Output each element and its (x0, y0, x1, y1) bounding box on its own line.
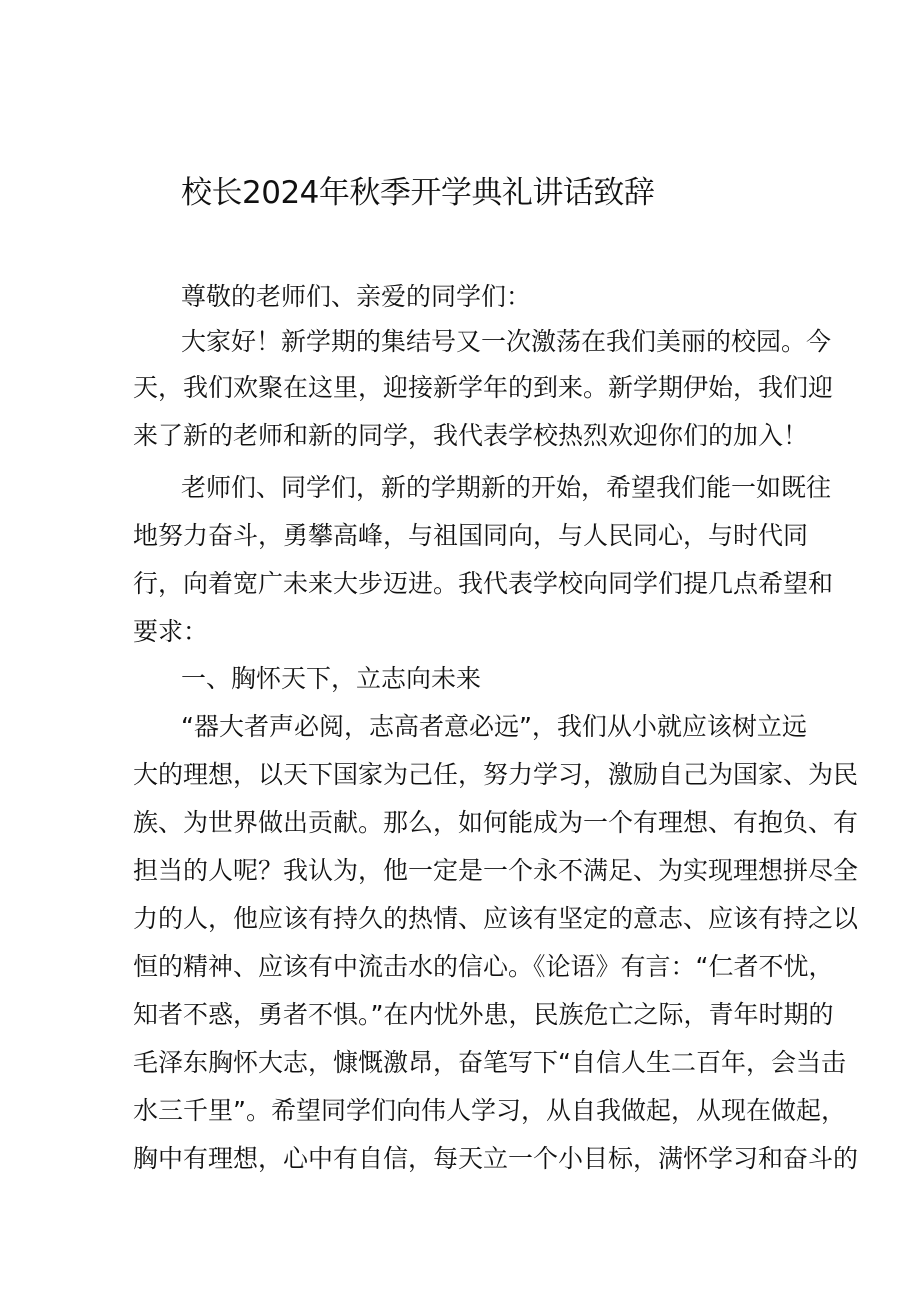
paragraph-line: 老师们、同学们，新的学期新的开始，希望我们能一如既往 (181, 473, 832, 502)
paragraph-line: 力的人，他应该有持久的热情、应该有坚定的意志、应该有持之以 (133, 904, 859, 933)
paragraph-line: 大家好！新学期的集结号又一次激荡在我们美丽的校园。今 (181, 327, 832, 356)
paragraph-line: 要求： (133, 617, 209, 646)
paragraph-line: 知者不惑，勇者不惧。”在内忧外患，民族危亡之际，青年时期的 (133, 1000, 834, 1029)
paragraph-line: “器大者声必阅，志高者意必远”，我们从小就应该树立远 (181, 712, 807, 741)
paragraph-line: 天，我们欢聚在这里，迎接新学年的到来。新学期伊始，我们迎 (133, 373, 834, 402)
paragraph-line: 族、为世界做出贡献。那么，如何能成为一个有理想、有抱负、有 (133, 808, 859, 837)
paragraph-line: 毛泽东胸怀大志，慷慨激昂，奋笔写下“自信人生二百年，会当击 (133, 1048, 846, 1077)
paragraph-line: 来了新的老师和新的同学，我代表学校热烈欢迎你们的加入！ (133, 421, 809, 450)
paragraph-line: 担当的人呢？我认为，他一定是一个永不满足、为实现理想拼尽全 (133, 856, 859, 885)
document-title: 校长2024年秋季开学典礼讲话致辞 (181, 175, 655, 211)
salutation: 尊敬的老师们、亲爱的同学们： (181, 282, 532, 311)
paragraph-line: 恒的精神、应该有中流击水的信心。《论语》有言：“仁者不忧， (133, 952, 834, 981)
paragraph-line: 水三千里”。希望同学们向伟人学习，从自我做起，从现在做起， (133, 1096, 846, 1125)
section-heading: 一、胸怀天下，立志向未来 (181, 664, 482, 693)
paragraph-line: 地努力奋斗，勇攀高峰，与祖国同向，与人民同心，与时代同 (133, 521, 809, 550)
paragraph-line: 大的理想，以天下国家为己任，努力学习，激励自己为国家、为民 (133, 760, 859, 789)
paragraph-line: 胸中有理想，心中有自信，每天立一个小目标，满怀学习和奋斗的 (133, 1144, 859, 1173)
paragraph-line: 行，向着宽广未来大步迈进。我代表学校向同学们提几点希望和 (133, 569, 834, 598)
